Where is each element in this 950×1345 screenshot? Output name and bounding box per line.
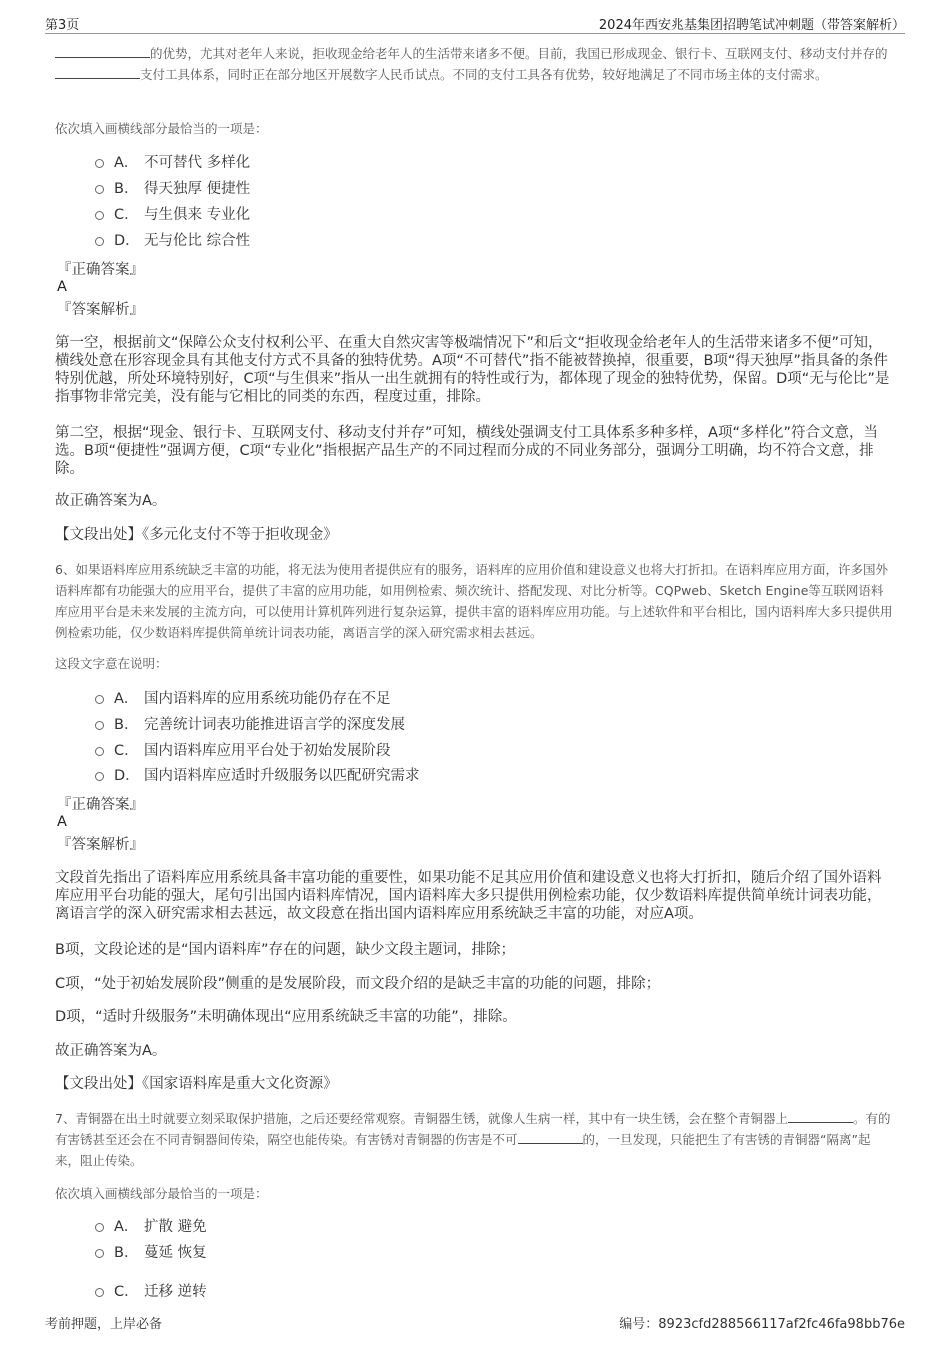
q5-analysis-label: 『答案解析』 [57, 302, 144, 318]
q7-stem: 7、青铜器在出土时就要立刻采取保护措施，之后还要经常观察。青铜器生锈，就像人生病一样，其中有一块生锈，会在整个青铜器上 。有的有害锈甚至还会在不同青铜器间传染，隔空也能传染。有害锈对青铜器的伤害是不可 的，一旦发现，只能把生了有害锈的青铜器“隔离”起来，阻止传染。 [55, 1108, 893, 1171]
q6-stem: 6、如果语料库应用系统缺乏丰富的功能，将无法为使用者提供应有的服务，语料库的应用价值和建设意义也将大打折扣。在语料库应用方面，许多国外语料库都有功能强大的应用平台，提供了丰富的应用功能，如用例检索、频次统计、搭配发现、对比分析等。CQPweb、Sketch Engine等互联网语料库应用平台是未来发展的主流方向，可以使用计算机阵列进行复杂运算，提供丰富的语料库应用功能。与上述软件和平台相比，国内语料库大多只提供用例检索功能，仅少数语料库提供简单统计词表功能，离语言学的深入研究需求相去甚远。 [55, 562, 893, 640]
q6-prompt: 这段文字意在说明： [55, 656, 168, 671]
q5-answer: A [57, 279, 67, 295]
radio-icon[interactable] [95, 1249, 104, 1258]
radio-icon[interactable] [95, 211, 104, 220]
radio-icon[interactable] [95, 159, 104, 168]
fill-blank [55, 64, 140, 79]
q5-stem: 的优势，尤其对老年人来说，拒收现金给老年人的生活带来诸多不便。目前，我国已形成现金、银行卡、互联网支付、移动支付并存的支付工具体系，同时正在部分地区开展数字人民币试点。不同的支付工具各有优势，较好地满足了不同市场主体的支付需求。 [55, 43, 893, 85]
q6-analysis-d: D项，“适时升级服务”未明确体现出“应用系统缺乏丰富的功能”，排除。 [55, 1009, 517, 1025]
radio-icon[interactable] [95, 772, 104, 781]
page-header [45, 14, 905, 34]
q6-conclusion: 故正确答案为A。 [55, 1043, 167, 1059]
q6-option-a[interactable]: A． 国内语料库的应用系统功能仍存在不足 [95, 689, 391, 709]
radio-icon[interactable] [95, 721, 104, 730]
radio-icon[interactable] [95, 185, 104, 194]
document-id: 编号：8923cfd288566117af2fc46fa98bb76e [619, 1317, 905, 1332]
q5-option-c[interactable]: C． 与生俱来 专业化 [95, 205, 250, 225]
radio-icon[interactable] [95, 747, 104, 756]
q6-option-b[interactable]: B． 完善统计词表功能推进语言学的深度发展 [95, 715, 405, 735]
fill-blank [55, 43, 150, 58]
q6-analysis-p1: 文段首先指出了语料库应用系统具备丰富功能的重要性，如果功能不足其应用价值和建设意义也将大打折扣，随后介绍了国外语料库应用平台功能的强大，尾句引出国内语料库情况，国内语料库大多只提供用例检索功能，仅少数语料库提供简单统计词表功能，离语言学的深入研究需求相去甚远，故文段意在指出国内语料库应用系统缺乏丰富的功能，对应A项。 [55, 870, 882, 922]
page-footer [45, 1313, 905, 1331]
q6-answer: A [57, 814, 67, 830]
q6-answer-label: 『正确答案』 [57, 797, 144, 813]
q6-option-d[interactable]: D． 国内语料库应适时升级服务以匹配研究需求 [95, 766, 420, 786]
q5-option-b[interactable]: B． 得天独厚 便捷性 [95, 179, 250, 199]
q7-option-b[interactable]: B． 蔓延 恢复 [95, 1243, 207, 1263]
q6-source: 【文段出处】《国家语料库是重大文化资源》 [55, 1076, 338, 1092]
header-divider [45, 33, 905, 34]
q5-conclusion: 故正确答案为A。 [55, 493, 167, 509]
q5-analysis-p2: 第二空，根据“现金、银行卡、互联网支付、移动支付并存”可知，横线处强调支付工具体系多种多样，A项“多样化”符合文意，当选。B项“便捷性”强调方便，C项“专业化”指根据产品生产的不同过程而分成的不同业务部分，强调分工明确，均不符合文意，排除。 [55, 425, 878, 477]
fill-blank [518, 1129, 583, 1144]
radio-icon[interactable] [95, 1223, 104, 1232]
q7-option-c[interactable]: C． 迁移 逆转 [95, 1282, 207, 1302]
q6-analysis-c: C项，“处于初始发展阶段”侧重的是发展阶段，而文段介绍的是缺乏丰富的功能的问题，排除； [55, 976, 661, 992]
q6-analysis-label: 『答案解析』 [57, 837, 144, 853]
q6-analysis-b: B项，文段论述的是“国内语料库”存在的问题，缺少文段主题词，排除； [55, 942, 515, 958]
q5-prompt: 依次填入画横线部分最恰当的一项是： [55, 121, 268, 136]
page-number: 第3页 [45, 18, 80, 33]
footer-slogan: 考前押题，上岸必备 [45, 1317, 163, 1332]
q7-option-a[interactable]: A． 扩散 避免 [95, 1217, 207, 1237]
radio-icon[interactable] [95, 237, 104, 246]
radio-icon[interactable] [95, 1288, 104, 1297]
fill-blank [788, 1108, 853, 1123]
q5-option-d[interactable]: D． 无与伦比 综合性 [95, 231, 250, 251]
q5-source: 【文段出处】《多元化支付不等于拒收现金》 [55, 527, 338, 543]
q5-analysis-p1: 第一空，根据前文“保障公众支付权利公平、在重大自然灾害等极端情况下”和后文“拒收现金给老年人的生活带来诸多不便”可知，横线处意在形容现金具有其他支付方式不具备的独特优势。A项“不可替代”指不能被替换掉，很重要，B项“得天独厚”指具备的条件特别优越，所处环境特别好，C项“与生俱来”指从一出生就拥有的特性或行为，都体现了现金的独特优势，保留。D项“无与伦比”是指事物非常完美，没有能与它相比的同类的东西，程度过重，排除。 [55, 335, 890, 405]
q7-prompt: 依次填入画横线部分最恰当的一项是： [55, 1186, 268, 1201]
q5-answer-label: 『正确答案』 [57, 262, 144, 278]
document-title: 2024年西安兆基集团招聘笔试冲刺题（带答案解析） [598, 18, 905, 33]
q5-option-a[interactable]: A． 不可替代 多样化 [95, 153, 250, 173]
q6-option-c[interactable]: C． 国内语料库应用平台处于初始发展阶段 [95, 741, 391, 761]
radio-icon[interactable] [95, 695, 104, 704]
